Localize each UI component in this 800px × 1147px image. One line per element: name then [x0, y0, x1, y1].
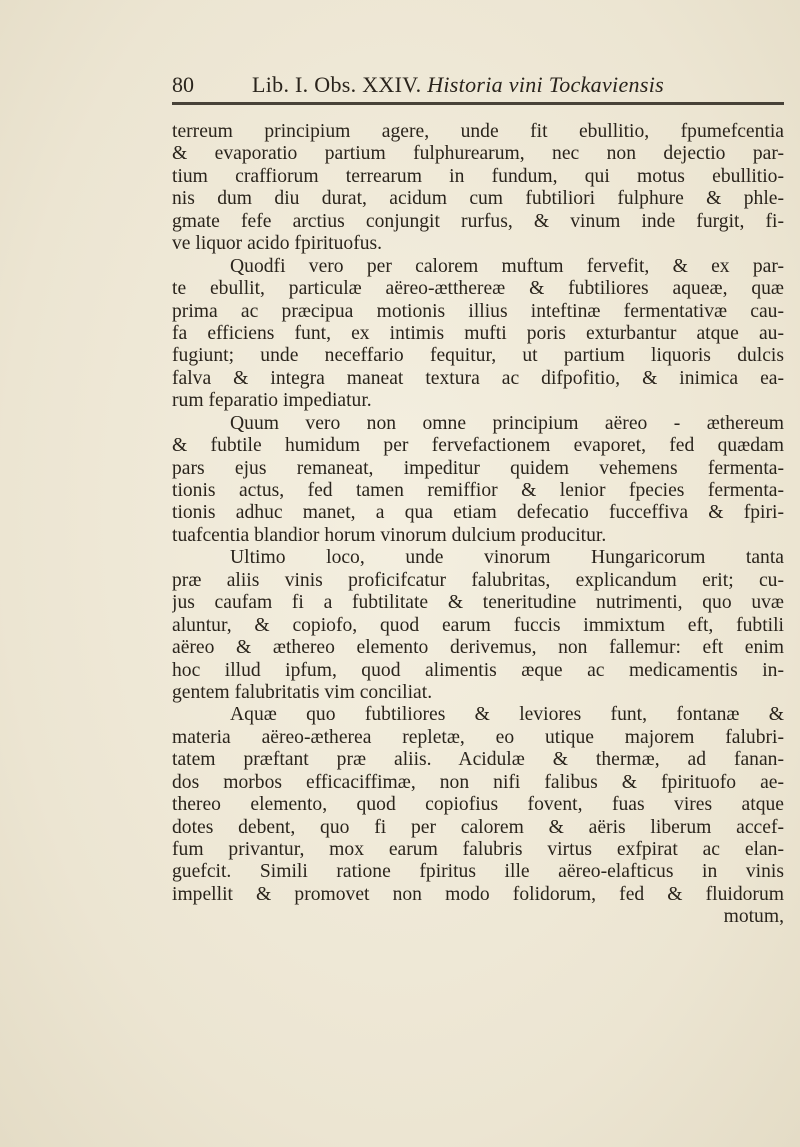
- page-number: 80: [172, 72, 194, 97]
- text-line: & evaporatio partium fulphurearum, nec non dejectio par-: [172, 143, 784, 165]
- running-title-roman: Lib. I. Obs. XXIV.: [252, 72, 422, 97]
- text-line: nis dum diu durat, acidum cum fubtiliori fulphure & phle-: [172, 188, 784, 210]
- text-line: prima ac præcipua motionis illius inteftinæ fermentativæ cau-: [172, 300, 784, 322]
- text-line: tionis adhuc manet, a qua etiam defecatio fucceffiva & fpiri-: [172, 502, 784, 524]
- text-line: tionis actus, fed tamen remiffior & lenior fpecies fermenta-: [172, 480, 784, 501]
- text-line: Ultimo loco, unde vinorum Hungaricorum tanta: [230, 547, 784, 569]
- text-line: thereo elemento, quod copiofius fovent, fuas vires atque: [172, 794, 784, 816]
- running-title: [252, 72, 664, 98]
- text-line: hoc illud ipfum, quod alimentis æque ac medicamentis in-: [172, 659, 784, 681]
- page-header: [172, 72, 784, 110]
- text-line: fugiunt; unde neceffario fequitur, ut partium liquoris dulcis: [172, 345, 784, 367]
- text-line: materia aëreo-ætherea repletæ, eo utique majorem falubri-: [172, 726, 784, 748]
- running-title-italic: Historia vini Tockaviensis: [427, 72, 664, 97]
- text-line: falva & integra maneat textura ac difpofitio, & inimica ea-: [172, 367, 784, 389]
- text-line: Aquæ quo fubtiliores & leviores funt, fontanæ &: [230, 704, 784, 726]
- text-line: jus caufam fi a fubtilitate & teneritudine nutrimenti, quo uvæ: [172, 592, 784, 614]
- text-line: Quum vero non omne principium aëreo - æthereum: [230, 412, 784, 434]
- text-line: impellit & promovet non modo folidorum, fed & fluidorum: [172, 883, 784, 905]
- body-text: [172, 121, 784, 929]
- text-line: ve liquor acido fpirituofus.: [172, 233, 383, 255]
- text-line: tuafcentia blandior horum vinorum dulcium producitur.: [172, 524, 607, 546]
- text-line: & fubtile humidum per fervefactionem evaporet, fed quædam: [172, 435, 784, 457]
- text-line: Quodfi vero per calorem muftum fervefit, & ex par-: [230, 255, 784, 277]
- text-line: tatem præftant præ aliis. Acidulæ & thermæ, ad fanan-: [172, 749, 784, 771]
- text-line: dotes debent, quo fi per calorem & aëris liberum accef-: [172, 816, 784, 838]
- text-line: præ aliis vinis proficifcatur falubritas, explicandum erit; cu-: [172, 569, 784, 591]
- text-line: fa efficiens funt, ex intimis mufti poris exturbantur atque au-: [172, 322, 784, 344]
- text-line: rum feparatio impediatur.: [172, 390, 372, 412]
- text-line: terreum principium agere, unde fit ebullitio, fpumefcentia: [172, 121, 784, 142]
- text-line: te ebullit, particulæ aëreo-ætthereæ & fubtiliores aqueæ, quæ: [172, 278, 784, 300]
- text-line: motum,: [723, 906, 784, 928]
- text-line: fum privantur, mox earum falubris virtus exfpirat ac elan-: [172, 839, 784, 860]
- header-rule: [172, 102, 784, 105]
- text-line: aluntur, & copiofo, quod earum fuccis immixtum eft, fubtili: [172, 614, 784, 636]
- text-line: gentem falubritatis vim conciliat.: [172, 681, 433, 703]
- text-line: aëreo & æthereo elemento derivemus, non fallemur: eft enim: [172, 637, 784, 659]
- text-line: dos morbos efficaciffimæ, non nifi falibus & fpirituofo ae-: [172, 771, 784, 793]
- text-line: pars ejus remaneat, impeditur quidem vehemens fermenta-: [172, 457, 784, 479]
- text-line: gmate fefe arctius conjungit rurfus, & vinum inde furgit, fi-: [172, 210, 784, 232]
- text-line: tium craffiorum terrearum in fundum, qui motus ebullitio-: [172, 165, 784, 187]
- text-line: guefcit. Simili ratione fpiritus ille aëreo-elafticus in vinis: [172, 861, 784, 883]
